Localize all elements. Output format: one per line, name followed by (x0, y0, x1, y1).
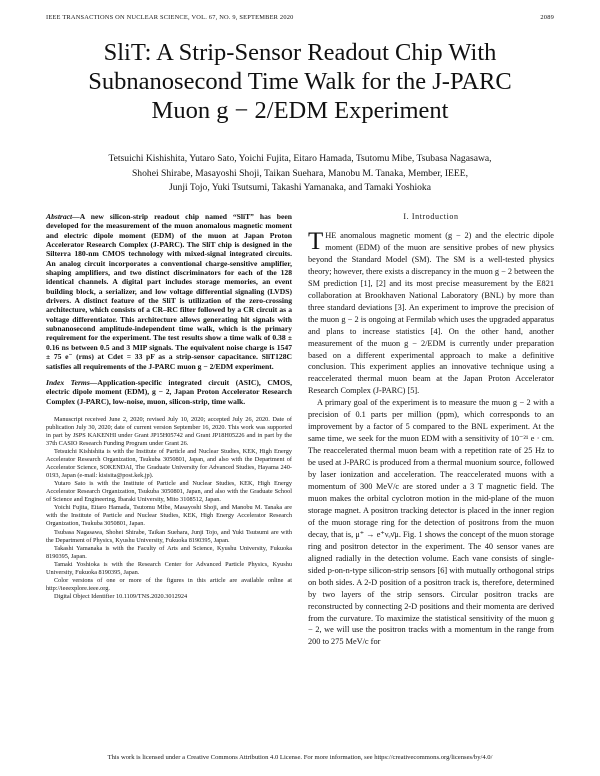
author-line: Shohei Shirabe, Masayoshi Shoji, Taikan Suehara, Manobu M. Tanaka, Member, IEEE, (131, 167, 469, 179)
footnote: Digital Object Identifier 10.1109/TNS.2020.3012924 (54, 592, 188, 600)
paper-title (40, 38, 560, 125)
abstract (46, 212, 292, 371)
running-header (46, 14, 554, 21)
author-list (40, 152, 560, 196)
intro-paragraph: A primary goal of the experiment is to measure the muon g − 2 with a precision of 0.1 parts per million (ppm), which corresponds to an improvement by a factor of 5 compared to the BNL experiment. At the same time, we seek for the muon EDM with a sensitivity of 10⁻²¹ e · cm. The reaccelerated thermal muon beam with a repetition rate of 25 Hz to be used at J-PARC is produced from a thermal muonium source, followed by laser ionization and acceleration. The reaccelerated muons with a momentum of 300 MeV/c are stored under a 3 T magnetic field. The muon makes the orbital cyclotron motion in the mid-plane of the muon storage magnet. A positron tracking detector is placed in the inner region of the muon storage ring for the detection of positrons from the muon decay, that is, μ⁺ → e⁺νₑν̄μ. Fig. 1 shows the concept of the muon storage ring and positron detector in the experiment. The 40 sensor vanes are aligned radially in the detection volume. Each vane consists of single-sided p-on-n-type silicon-strip sensors [6] with mutually orthogonal strips on both sides. A 2-D position of a positron track is, therefore, determined by two layers of the strip sensors. Circular positron tracks are reconstructed by connecting 2-D positions and their momenta are derived from the curvature. To maximize the statistical sensitivity of the muon g − 2, we will use the positron tracks with a momentum in the range from 200 to 275 MeV/c for (308, 398, 554, 647)
footnote: Tsubasa Nagasawa, Shohei Shirabe, Taikan Suehara, Junji Tojo, and Yuki Tsutsumi are with the Department of Physics, Kyushu University, Fukuoka 8190395, Japan. (46, 528, 292, 544)
left-column (46, 212, 292, 601)
footnotes (46, 416, 292, 601)
author-line: Junji Tojo, Yuki Tsutsumi, Takashi Yamanaka, and Tamaki Yoshioka (169, 182, 431, 194)
abstract-text: A new silicon-strip readout chip named “SliT” has been developed for the measurement of the muon anomalous magnetic moment and electric dipole moment (EDM) of the muon at Japan Proton Accelerator Research Complex (J-PARC). The SliT chip is designed in the Silterra 180-nm CMOS technology with mixed-signal integrated circuits. An analog circuit incorporates a conventional charge-sensitive amplifier, shaping amplifiers, and two distinct discriminators for each of the 128 identical channels. A digital part includes storage memories, an event building block, a serializer, and low voltage differential signaling (LVDS) drivers. A distinct feature of the SliT is utilization of the zero-crossing architecture, which consists of a CR–RC filter followed by a CR circuit as a voltage differentiator. This architecture allows generating hit signals with subnanosecond amplitude-independent time walk, which is the primary requirement for the experiment. The test results show a time walk of 0.38 ± 0.16 ns between 0.5 and 3 MIP signals. The equivalent noise charge is 1547 ± 75 e⁻ (rms) at Cdet = 33 pF as a strip-sensor capacitance. SliT128C satisfies all requirements of the J-PARC muon g − 2/EDM experiment. (46, 212, 292, 371)
page-number: 2089 (540, 14, 554, 21)
index-terms-label: Index Terms— (46, 377, 98, 387)
index-terms-text: Application-specific integrated circuit (ASIC), CMOS, electric dipole moment (EDM), g − 2, Japan Proton Accelerator Research Complex (J-PARC), low-noise, muon, silicon-strip, time walk. (46, 377, 292, 406)
title-line: SliT: A Strip-Sensor Readout Chip With (103, 39, 497, 66)
intro-paragraph (308, 230, 554, 397)
footnote: Yoichi Fujita, Eitaro Hamada, Tsutomu Mibe, Masayoshi Shoji, and Manobu M. Tanaka are with the Institute of Particle and Nuclear Studies, KEK, High Energy Accelerator Research Organization, Tsukuba 3050801, Japan. (46, 504, 292, 528)
section-heading: I. Introduction (403, 212, 459, 221)
footnote: Tamaki Yoshioka is with the Research Center for Advanced Particle Physics, Kyushu University, Fukuoka 8190395, Japan. (46, 560, 292, 576)
index-terms (46, 378, 292, 406)
footnote: Tetsuichi Kishishita is with the Institute of Particle and Nuclear Studies, KEK, High Energy Accelerator Research Organization, Tsukuba 3050801, Japan, and also with the Department of Accelerator Science, SOKENDAI, The Graduate University for Advanced Studies, Hayama 240-0193, Japan (e-mail: kisisita@post.kek.jp). (46, 448, 292, 480)
intro-paragraph-text: HE anomalous magnetic moment (g − 2) and the electric dipole moment (EDM) of the muon are sensitive probes of new physics beyond the Standard Model (SM). The SM is a well-tested physics theory; however, there exists a discrepancy in the muon g − 2 between the SM prediction [1], [2] and its most precise measurement by the E821 collaboration at Brookhaven National Laboratory (BNL) by more than three standard deviations [3]. An experiment to improve the precision of the muon g − 2 is ongoing at Fermilab which uses the upgraded apparatus and plans to increase statistics [4]. On the other hand, another measurement of the muon g − 2/EDM is currently under preparation based on a different experimental approach to make a definitive conclusion. This experiment applies an innovative technique using a reaccelerated thermal muon beam at the Japan Proton Accelerator Research Complex (J-PARC) [5]. (308, 231, 554, 396)
footnote: Takashi Yamanaka is with the Faculty of Arts and Science, Kyushu University, Fukuoka 8190395, Japan. (46, 544, 292, 560)
title-line: Subnanosecond Time Walk for the J-PARC (88, 68, 512, 95)
footnote: Manuscript received June 2, 2020; revised July 10, 2020; accepted July 26, 2020. Date of publication July 30, 2020; date of current version September 16, 2020. This work was supported in part by JSPS KAKENHI under Grant JP15H05742 and Grant JP18H05226 and in part by the 37th CASIO Research Funding Program under Grant 26. (46, 415, 292, 448)
intro-body (308, 230, 554, 648)
footnote: Color versions of one or more of the figures in this article are available online at http://ieeexplore.ieee.org. (46, 576, 292, 592)
license-footer: This work is licensed under a Creative Commons Attribution 4.0 License. For more information, see https://creativecommons.org/licenses/by/4.0/ (107, 754, 493, 761)
footnote: Yutaro Sato is with the Institute of Particle and Nuclear Studies, KEK, High Energy Accelerator Research Organization, Tsukuba 3050801, Japan, and also with the Graduate School of Science and Engineering, Ibaraki University, Mito 3108512, Japan. (46, 480, 292, 504)
right-column (308, 212, 554, 648)
abstract-label: Abstract— (46, 212, 80, 221)
author-line: Tetsuichi Kishishita, Yutaro Sato, Yoichi Fujita, Eitaro Hamada, Tsutomu Mibe, Tsubasa Nagasawa, (108, 153, 492, 164)
journal-header: IEEE TRANSACTIONS ON NUCLEAR SCIENCE, VOL. 67, NO. 9, SEPTEMBER 2020 (46, 14, 294, 21)
title-line: Muon g − 2/EDM Experiment (151, 97, 449, 124)
dropcap: T (308, 228, 324, 255)
